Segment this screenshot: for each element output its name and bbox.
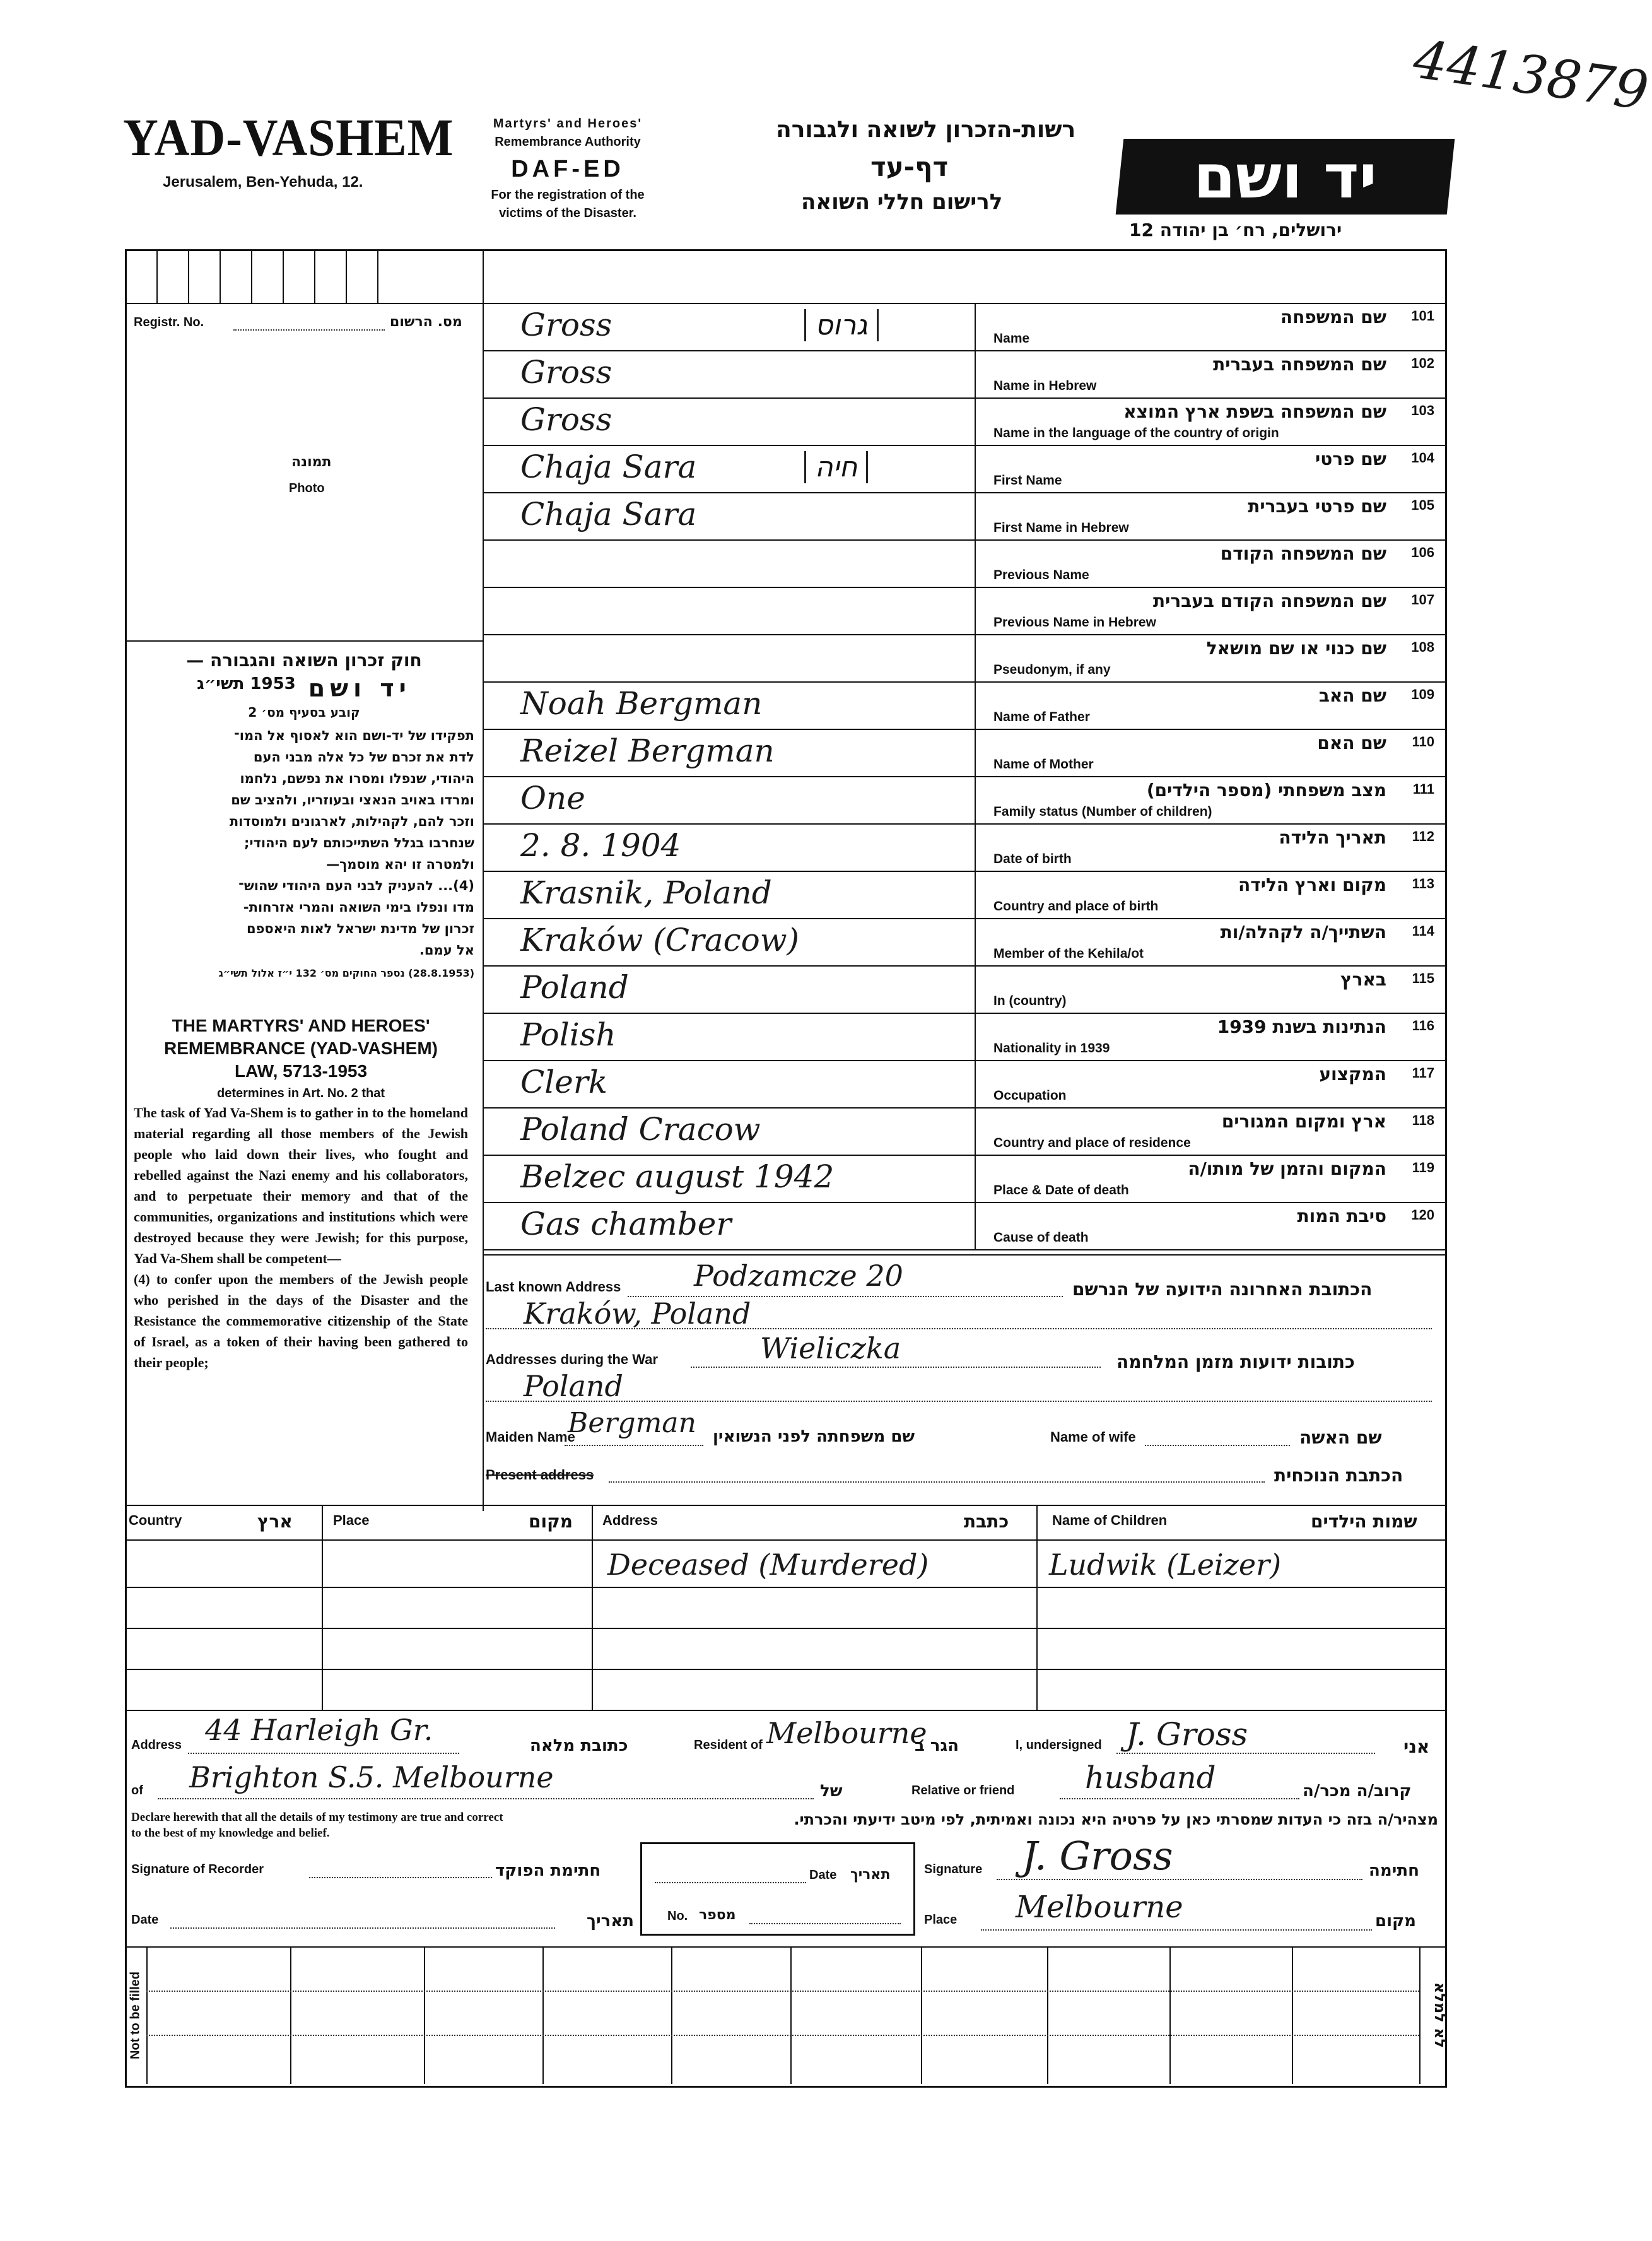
field-value-117: Clerk — [520, 1064, 608, 1100]
not-filled-heb: לא למלא — [1431, 1982, 1449, 2049]
field-en-label-107: Previous Name in Hebrew — [993, 615, 1156, 630]
maiden-name-heb: שם משפחתה לפני הנשואין — [713, 1427, 915, 1446]
photo-heb: תמונה — [291, 454, 332, 470]
law-en-title2: REMEMBRANCE (YAD-VASHEM) — [163, 1038, 438, 1058]
resident-label: Resident of — [694, 1738, 763, 1752]
field-row-102 — [483, 350, 1443, 397]
form-name: DAF-ED — [511, 156, 624, 182]
maiden-name-value: Bergman — [568, 1407, 696, 1439]
col-country: Country — [129, 1512, 182, 1528]
yad-vashem-logo — [1116, 139, 1455, 215]
field-heb-label-110: שם האם — [1317, 732, 1386, 753]
field-value-110: Reizel Bergman — [520, 732, 775, 769]
war-address-label: Addresses during the War — [486, 1351, 659, 1367]
law-en-body: The task of Yad Va-Shem is to gather in to the homeland material regarding all those members of the Jewish people who laid down their lives, who fought and rebelled against the Nazi enemy and his collaborators, and to perpetuate their memory and that of the communities, organizations and institutions which were destroyed because they were Jewish; for this purpose, Yad Va-Shem shall be competent— (4) to confer upon the members of the Jewish people who perished in the days of the Disaster and the Resistance the commemorative citizenship of the State of Israel, as a token of their having been gathered to their people; — [134, 1105, 468, 1370]
field-en-label-118: Country and place of residence — [993, 1136, 1191, 1150]
sig-recorder-heb: חתימת הפוקד — [495, 1861, 601, 1880]
purpose-line2: victims of the Disaster. — [499, 206, 636, 220]
decl-address-value: 44 Harleigh Gr. — [205, 1713, 433, 1747]
field-heb-label-120: סיבת המות — [1297, 1206, 1386, 1226]
authority-line2: Remembrance Authority — [495, 135, 641, 149]
official-box — [640, 1842, 915, 1936]
last-known-value: Podzamcze 20 — [694, 1259, 903, 1293]
heb-purpose: לרישום חללי השואה — [801, 189, 1003, 215]
war-address-value2: Poland — [524, 1369, 623, 1403]
purpose-line1: For the registration of the — [491, 188, 645, 202]
field-row-101 — [483, 303, 1443, 350]
not-filled-grid — [125, 1946, 1449, 2084]
date-heb: תאריך — [587, 1912, 635, 1931]
org-name: YAD-VASHEM — [123, 109, 454, 167]
field-value-113: Krasnik, Poland — [520, 874, 772, 911]
field-heb-label-104: שם פרטי — [1315, 449, 1386, 469]
field-en-label-117: Occupation — [993, 1088, 1067, 1103]
field-number-112: 112 — [1412, 828, 1434, 844]
field-heb-label-113: מקום וארץ הלידה — [1238, 874, 1386, 895]
field-en-label-105: First Name in Hebrew — [993, 521, 1129, 535]
field-en-label-110: Name of Mother — [993, 757, 1094, 772]
field-heb-label-116: הנתינות בשנת 1939 — [1217, 1016, 1386, 1037]
law-hebrew — [134, 650, 474, 979]
field-row-105 — [483, 492, 1443, 539]
relative-value: husband — [1085, 1760, 1216, 1796]
field-en-label-109: Name of Father — [993, 710, 1090, 724]
field-heb-value-104: חיה — [804, 451, 868, 483]
field-value-118: Poland Cracow — [520, 1111, 761, 1148]
field-number-120: 120 — [1411, 1207, 1434, 1223]
law-english — [134, 1016, 468, 1373]
present-address-heb: הכתבת הנוכחית — [1274, 1465, 1403, 1486]
place-heb: מקום — [1375, 1912, 1416, 1931]
signature-value: J. Gross — [1022, 1833, 1173, 1879]
field-row-119 — [483, 1155, 1443, 1202]
field-number-110: 110 — [1412, 734, 1434, 750]
box-date-heb: תאריך — [850, 1867, 891, 1883]
law-en-title1: THE MARTYRS' AND HEROES' — [172, 1016, 430, 1035]
field-en-label-106: Previous Name — [993, 568, 1089, 582]
authority-block — [454, 117, 681, 221]
field-value-103: Gross — [520, 401, 612, 438]
field-row-113 — [483, 871, 1443, 918]
children-table — [125, 1505, 1445, 1710]
header — [0, 0, 1652, 246]
undersigned-value: J. Gross — [1126, 1716, 1248, 1753]
field-number-107: 107 — [1411, 592, 1434, 608]
field-number-108: 108 — [1411, 639, 1434, 655]
of-value: Brighton S.5. Melbourne — [189, 1760, 554, 1794]
field-heb-value-101: גרוס — [804, 309, 879, 341]
field-row-110 — [483, 729, 1443, 776]
field-number-101: 101 — [1411, 308, 1434, 324]
authority-line1: Martyrs' and Heroes' — [493, 117, 643, 131]
of-heb: של — [820, 1782, 843, 1801]
field-heb-label-115: בארץ — [1340, 969, 1386, 990]
field-heb-label-107: שם המשפחה הקודם בעברית — [1152, 591, 1386, 611]
box-no-label: No. — [667, 1909, 688, 1923]
maiden-name-label: Maiden Name — [486, 1429, 575, 1445]
field-heb-label-101: שם המשפחה — [1280, 307, 1386, 327]
heb-address: ירושלים, רח׳ בן יהודה 12 — [1129, 220, 1342, 240]
col-children: Name of Children — [1052, 1512, 1168, 1528]
field-en-label-103: Name in the language of the country of origin — [993, 426, 1279, 440]
field-number-116: 116 — [1412, 1018, 1434, 1033]
field-en-label-111: Family status (Number of children) — [993, 804, 1212, 819]
place-value: Melbourne — [1016, 1890, 1183, 1925]
field-number-115: 115 — [1412, 970, 1434, 986]
law-heb-year: 1953 תשי״ג — [197, 674, 296, 693]
field-en-label-114: Member of the Kehila/ot — [993, 946, 1144, 961]
field-row-108 — [483, 634, 1443, 681]
law-heb-body: תפקידו של יד-ושם הוא לאסוף אל המו־ לדת את זכרם של כל אלה מבני העם היהודי, שנפלו ומסרו את נפשם, נלחמו ומרדו באויב הנאצי ובעוזריו, ולהציב שם וזכר להם, לקהילות, לארגונים ולמוסדות שנחרבו בגלל השתייכותם לעם היהודי; ולמטרה זו יהא מוסמך— (4)... להעניק לבני העם היהודי שהוש־ מדו ונפלו בימי השואה והמרי אזרחות- זכרון של מדינת ישראל לאות היאספם אל עמם. — [229, 728, 474, 958]
field-en-label-104: First Name — [993, 473, 1062, 488]
field-value-105: Chaja Sara — [520, 496, 697, 532]
logo-text: יד ושם — [1193, 141, 1377, 212]
fields-block — [483, 303, 1443, 1249]
field-number-114: 114 — [1412, 923, 1434, 939]
field-heb-label-112: תאריך הלידה — [1279, 827, 1386, 848]
org-address: Jerusalem, Ben-Yehuda, 12. — [163, 174, 363, 191]
field-heb-label-119: המקום והזמן של מותו/ה — [1188, 1158, 1386, 1179]
field-number-103: 103 — [1411, 403, 1434, 418]
field-heb-label-106: שם המשפחה הקודם — [1220, 543, 1386, 564]
present-address-label: Present address — [486, 1467, 594, 1483]
field-heb-label-108: שם כנוי או שם מושאל — [1206, 638, 1386, 659]
field-en-label-101: Name — [993, 331, 1030, 346]
law-heb-title: חוק זכרון השואה והגבורה — — [186, 650, 422, 671]
war-address-value: Wieliczka — [760, 1331, 901, 1365]
col-address: Address — [602, 1512, 659, 1528]
col-place-heb: מקום — [529, 1511, 573, 1532]
declare-en: Declare herewith that all the details of my testimony are true and correct to the best of my knowledge and belief. — [131, 1811, 503, 1840]
field-row-112 — [483, 823, 1443, 871]
field-en-label-116: Nationality in 1939 — [993, 1041, 1110, 1056]
field-value-119: Belzec august 1942 — [520, 1158, 835, 1195]
field-value-116: Polish — [520, 1016, 616, 1053]
field-row-107 — [483, 587, 1443, 634]
heb-form-name: דף-עד — [870, 151, 949, 182]
field-row-115 — [483, 965, 1443, 1013]
date-label: Date — [131, 1913, 159, 1927]
field-row-120 — [483, 1202, 1443, 1249]
field-row-109 — [483, 681, 1443, 729]
field-row-103 — [483, 397, 1443, 445]
field-number-102: 102 — [1411, 355, 1434, 371]
field-row-116 — [483, 1013, 1443, 1060]
field-value-115: Poland — [520, 969, 629, 1006]
war-address-heb: כתובות ידועות מזמן המלחמה — [1116, 1351, 1355, 1372]
field-row-117 — [483, 1060, 1443, 1107]
field-value-114: Kraków (Cracow) — [520, 922, 800, 958]
field-number-118: 118 — [1412, 1112, 1434, 1128]
photo-label: Photo — [289, 481, 325, 495]
field-en-label-120: Cause of death — [993, 1230, 1089, 1245]
field-heb-label-103: שם המשפחה בשפת ארץ המוצא — [1123, 401, 1386, 422]
field-number-105: 105 — [1411, 497, 1434, 513]
registr-label: Registr. No. — [134, 315, 204, 329]
last-known-heb: הכתובת האחרונה הידועה של הנרשם — [1072, 1279, 1373, 1300]
field-number-117: 117 — [1412, 1065, 1434, 1081]
field-row-104 — [483, 445, 1443, 492]
sig-recorder-label: Signature of Recorder — [131, 1862, 264, 1876]
field-number-111: 111 — [1412, 781, 1434, 797]
declare-heb: מצהיר/ה בזה כי העדות שמסרתי כאן על פרטיה היא נכונה ואמיתית, לפי מיטב ידיעתי והכרתי. — [794, 1811, 1438, 1828]
field-value-109: Noah Bergman — [520, 685, 763, 722]
field-heb-label-111: מצב משפחתי (מספר הילדים) — [1146, 780, 1386, 801]
field-heb-label-109: שם האב — [1318, 685, 1386, 706]
wife-name-label: Name of wife — [1050, 1429, 1136, 1445]
field-en-label-119: Place & Date of death — [993, 1183, 1129, 1197]
field-number-106: 106 — [1411, 544, 1434, 560]
law-en-title3: LAW, 5713-1953 — [234, 1061, 368, 1081]
field-value-112: 2. 8. 1904 — [520, 827, 681, 864]
field-heb-label-102: שם המשפחה בעברית — [1213, 354, 1386, 375]
col-place: Place — [333, 1512, 370, 1528]
col-children-heb: שמות הילדים — [1311, 1511, 1417, 1532]
undersigned-heb: אני — [1403, 1736, 1430, 1757]
field-heb-label-118: ארץ ומקום המגורים — [1221, 1111, 1386, 1132]
law-heb-ref: (28.8.1953) נספר החוקים מס׳ 132 י״ז אלול תשי״ג — [218, 967, 474, 979]
field-en-label-102: Name in Hebrew — [993, 379, 1097, 393]
heb-authority: רשות-הזכרון לשואה ולגבורה — [776, 117, 1076, 143]
last-known-label: Last known Address — [486, 1279, 621, 1295]
field-number-119: 119 — [1412, 1160, 1434, 1175]
signature-label: Signature — [924, 1862, 983, 1876]
field-value-111: One — [520, 780, 585, 816]
row1-address: Deceased (Murdered) — [607, 1548, 929, 1582]
field-value-120: Gas chamber — [520, 1206, 732, 1242]
field-row-106 — [483, 539, 1443, 587]
of-label: of — [131, 1784, 143, 1797]
field-value-101: Gross — [520, 307, 612, 343]
field-value-102: Gross — [520, 354, 612, 391]
decl-address-label: Address — [131, 1738, 182, 1752]
undersigned-label: I, undersigned — [1016, 1738, 1102, 1752]
resident-heb: הגר ב — [915, 1736, 959, 1755]
row1-child: Ludwik (Leizer) — [1049, 1548, 1282, 1582]
box-no-heb: מספר — [699, 1907, 736, 1923]
relative-heb: קרוב/ה מכר/ה — [1303, 1782, 1412, 1801]
resident-value: Melbourne — [766, 1716, 927, 1750]
field-number-109: 109 — [1411, 686, 1434, 702]
law-en-determines: determines in Art. No. 2 that — [217, 1086, 385, 1100]
not-filled-label: Not to be filled — [128, 1972, 143, 2059]
registration-cells — [125, 249, 483, 303]
field-row-114 — [483, 918, 1443, 965]
place-label: Place — [924, 1913, 958, 1927]
registr-heb: מס. הרשום — [390, 314, 462, 330]
field-heb-label-117: המקצוע — [1319, 1064, 1386, 1085]
last-known-value2: Kraków, Poland — [524, 1297, 751, 1331]
field-en-label-108: Pseudonym, if any — [993, 662, 1111, 677]
field-row-111 — [483, 776, 1443, 823]
field-heb-label-114: השתייך/ה לקהלה/ות — [1220, 922, 1386, 943]
field-number-113: 113 — [1412, 876, 1434, 891]
signature-heb: חתימה — [1369, 1861, 1419, 1880]
field-en-label-112: Date of birth — [993, 852, 1072, 866]
handwritten-number: 4413879 — [1410, 28, 1652, 122]
box-date-label: Date — [809, 1868, 837, 1882]
law-heb-art: קובע בסעיף מס׳ 2 — [248, 705, 360, 720]
col-address-heb: כתבת — [964, 1511, 1009, 1532]
decl-address-heb: כתובת מלאה — [530, 1736, 628, 1755]
wife-name-heb: שם האשה — [1299, 1427, 1382, 1448]
field-row-118 — [483, 1107, 1443, 1155]
field-value-104: Chaja Sara — [520, 449, 697, 485]
law-heb-yadvashem: יד ושם — [308, 674, 411, 702]
field-number-104: 104 — [1411, 450, 1434, 466]
col-country-heb: ארץ — [257, 1511, 293, 1532]
field-en-label-113: Country and place of birth — [993, 899, 1159, 914]
relative-label: Relative or friend — [911, 1784, 1015, 1797]
field-en-label-115: In (country) — [993, 994, 1067, 1008]
field-heb-label-105: שם פרטי בעברית — [1248, 496, 1386, 517]
